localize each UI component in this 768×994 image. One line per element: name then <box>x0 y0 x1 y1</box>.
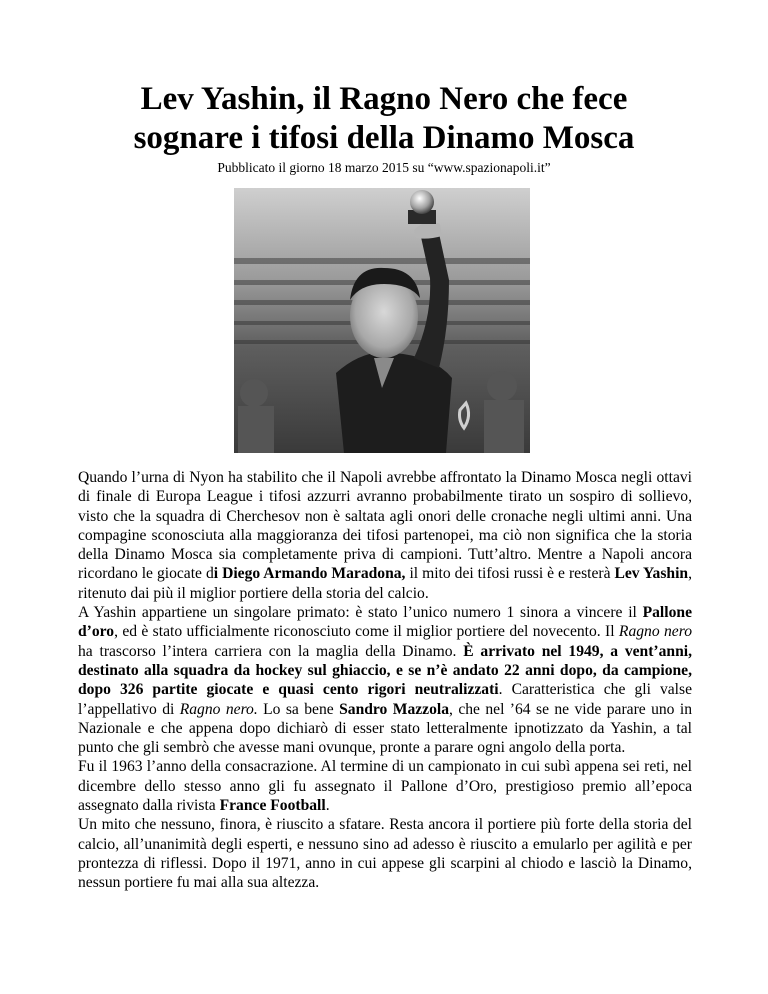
p1-run: Quando l’urna di Nyon ha stabilito che il Napoli avrebbe affrontato la Dinamo Mosca negli ottavi di finale di Europa League i tifosi azzurri avranno probabilmente tirato un sospiro di sollievo, visto che la squadra di Cherchesov non è saltata agli onori delle cronache negli ultimi anni. Una compagine sconosciuta alla maggioranza dei tifosi partenopei, ma ciò non significa che la storia della Dinamo Mosca sia completamente priva di campioni. Tutt’altro. Mentre a Napoli ancora ricordano le giocate d <box>78 469 692 583</box>
article-title-line-2: sognare i tifosi della Dinamo Mosca <box>133 120 635 156</box>
p2-run: Ragno nero. <box>179 700 258 718</box>
p2-run: Ragno nero <box>618 623 692 641</box>
p2-run: , ed è stato ufficialmente riconosciuto come il miglior portiere del novecento. Il <box>114 623 619 641</box>
article-paragraph-3 <box>78 757 692 815</box>
p3-run: Fu il 1963 l’anno della consacrazione. Al termine di un campionato in cui subì appena sei reti, nel dicembre dello stesso anno gli fu assegnato il Pallone d’Oro, prestigioso premio all’epoca assegnato dalla rivista <box>78 758 692 815</box>
article-body <box>78 468 692 893</box>
p3-run: . <box>325 797 330 815</box>
p2-run: Lo sa bene <box>257 700 340 718</box>
article-byline: Pubblicato il giorno 18 marzo 2015 su “www.spazionapoli.it” <box>217 160 551 175</box>
p1-run: il mito dei tifosi russi è e resterà <box>405 565 615 583</box>
p1-run: Lev Yashin <box>614 565 689 583</box>
article-photo <box>234 188 530 453</box>
p4-run: Un mito che nessuno, finora, è riuscito a sfatare. Resta ancora il portiere più forte della storia del calcio, all’unanimità degli esperti, e nessuno sino ad adesso è riuscito a emularlo per agilità e per prontezza di riflessi. Dopo il 1971, anno in cui appese gli scarpini al chiodo e lasciò la Dinamo, nessun portiere fu mai alla sua altezza. <box>78 816 692 892</box>
p1-run: , ritenuto dai più il miglior portiere della storia del calcio. <box>78 565 692 602</box>
p2-run: Pallone d’oro <box>78 604 692 641</box>
p2-run: ha trascorso l’intera carriera con la maglia della Dinamo. <box>78 642 464 660</box>
p2-run: È arrivato nel 1949, a vent’anni, destinato alla squadra da hockey sul ghiaccio, e se n’è andato 22 anni dopo, da campione, dopo 326 partite giocate e quasi cento rigori neutralizzati <box>78 642 692 699</box>
article-title <box>60 80 708 158</box>
article-paragraph-1 <box>78 468 692 603</box>
article-title-line-1: Lev Yashin, il Ragno Nero che fece <box>140 81 628 117</box>
p3-run: France Football <box>219 797 326 815</box>
article-paragraph-4 <box>78 815 692 892</box>
p2-run: . Caratteristica che gli valse l’appellativo di <box>78 681 692 718</box>
photo-drawing <box>234 188 530 453</box>
p2-run: A Yashin appartiene un singolare primato: è stato l’unico numero 1 sinora a vincere il <box>78 604 643 622</box>
p1-run: i Diego Armando Maradona, <box>213 565 406 583</box>
article-paragraph-2 <box>78 603 692 757</box>
p2-run: , che nel ’64 se ne vide parare uno in Nazionale e che appena dopo dichiarò di esser stato letteralmente ipnotizzato da Yashin, a tal punto che gli sembrò che avesse mani ovunque, pronte a parare ogni angolo della porta. <box>78 700 693 757</box>
p2-run: Sandro Mazzola <box>339 700 450 718</box>
